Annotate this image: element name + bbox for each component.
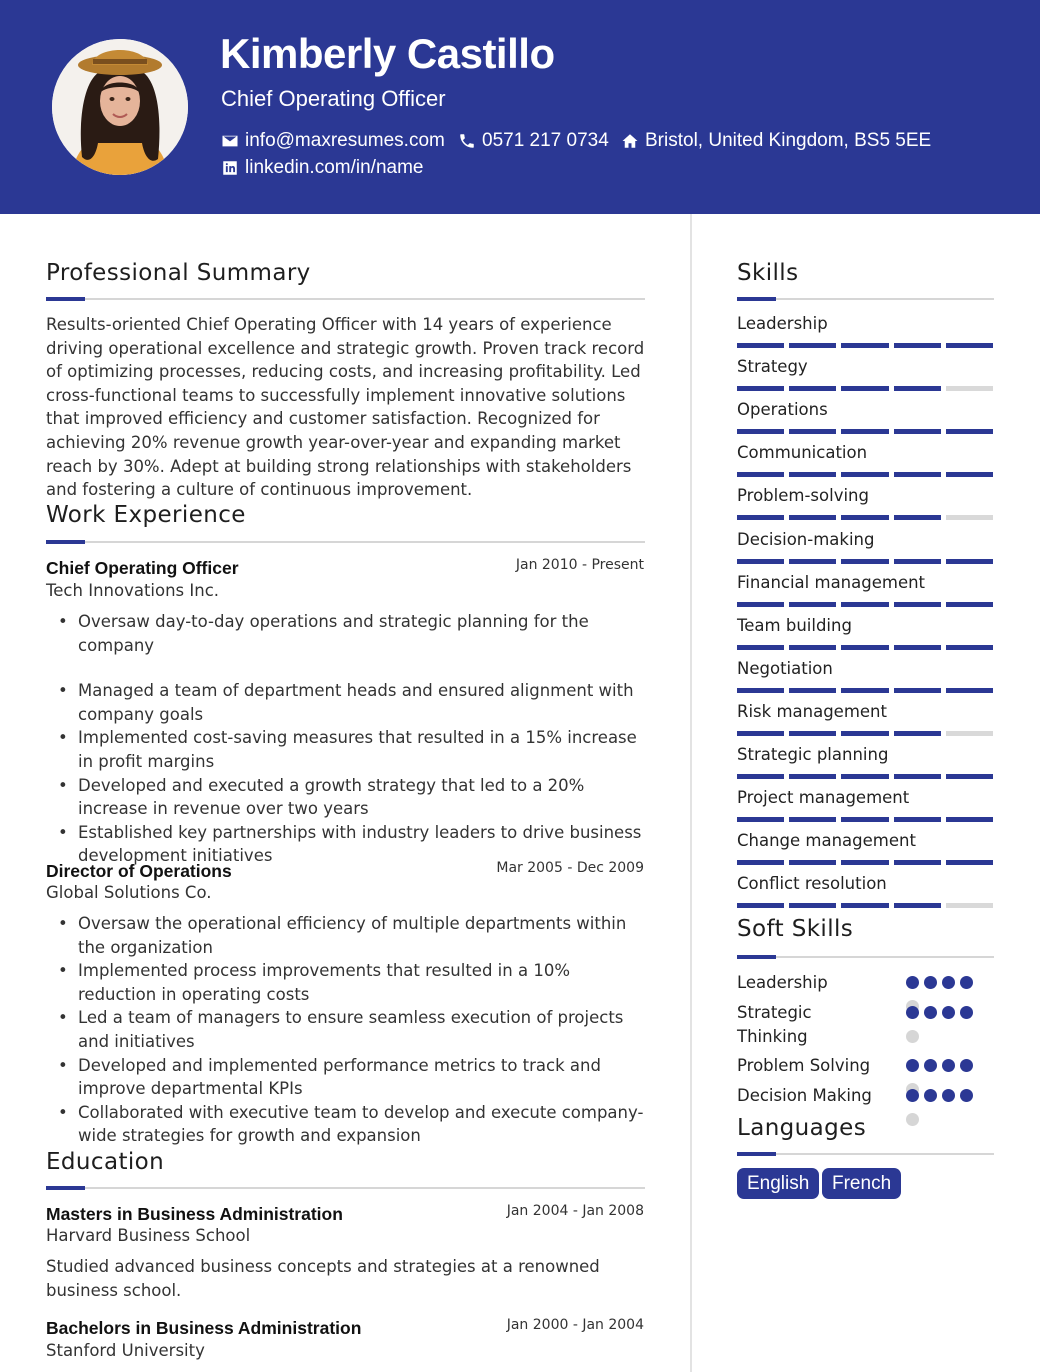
skill-label: Problem-solving (737, 486, 869, 505)
skill-segment-filled (894, 731, 941, 736)
language-badge: English (737, 1168, 819, 1199)
skills-heading: Skills (737, 260, 799, 286)
skill-segment-filled (789, 602, 836, 607)
rating-dot-filled (960, 1089, 973, 1102)
candidate-name: Kimberly Castillo (220, 30, 555, 77)
skill-label: Financial management (737, 573, 926, 592)
skill-segment-filled (841, 559, 888, 564)
rating-dot-filled (942, 976, 955, 989)
skills-rule-accent (737, 297, 776, 301)
job-role: Director of Operations (46, 861, 232, 881)
skill-segment-filled (789, 515, 836, 520)
skill-segment-filled (789, 731, 836, 736)
skill-segment-filled (946, 602, 993, 607)
skill-level-bar (737, 472, 993, 477)
skill-segment-filled (737, 343, 784, 348)
soft-skills-heading: Soft Skills (737, 916, 854, 942)
rating-dot-filled (906, 1059, 919, 1072)
rating-dot-filled (906, 1089, 919, 1102)
skill-segment-filled (841, 343, 888, 348)
skill-segment-filled (789, 343, 836, 348)
rating-dot-filled (906, 976, 919, 989)
phone-text[interactable]: 0571 217 0734 (482, 130, 609, 151)
job-bullet: • Developed and executed a growth strategy that led to a 20% increase in revenue over two years (46, 774, 646, 821)
skill-level-bar (737, 860, 993, 865)
skill-segment-filled (894, 343, 941, 348)
email-text[interactable]: info@maxresumes.com (245, 130, 445, 151)
soft-skills-rule-accent (737, 955, 776, 959)
skill-segment-filled (841, 688, 888, 693)
job-bullet: • Implemented cost-saving measures that resulted in a 15% increase in profit margins (46, 726, 646, 773)
skill-segment-filled (841, 860, 888, 865)
skill-segment-filled (789, 688, 836, 693)
skill-segment-filled (894, 774, 941, 779)
skill-label: Negotiation (737, 659, 833, 678)
skill-segment-filled (841, 472, 888, 477)
skill-segment-filled (737, 386, 784, 391)
job-bullet: • Oversaw day-to-day operations and strategic planning for the company (46, 610, 646, 657)
resume-header (0, 0, 1040, 214)
skill-segment-filled (789, 903, 836, 908)
skill-level-bar (737, 688, 993, 693)
skill-segment-filled (737, 817, 784, 822)
portrait-image (52, 39, 188, 175)
skill-segment-filled (946, 688, 993, 693)
skill-level-bar (737, 903, 993, 908)
skill-segment-filled (841, 645, 888, 650)
skill-segment-filled (946, 645, 993, 650)
skill-segment-filled (894, 645, 941, 650)
skill-segment-filled (841, 903, 888, 908)
experience-heading: Work Experience (46, 502, 246, 528)
rating-dot-filled (942, 1059, 955, 1072)
skill-segment-filled (841, 602, 888, 607)
skill-segment-filled (894, 515, 941, 520)
summary-rule-accent (46, 297, 85, 301)
experience-rule (46, 541, 645, 543)
skill-segment-filled (894, 903, 941, 908)
rating-dot-filled (924, 1059, 937, 1072)
skill-segment-filled (841, 386, 888, 391)
skill-label: Operations (737, 400, 828, 419)
job-bullet: • Developed and implemented performance metrics to track and improve departmental KPIs (46, 1054, 646, 1101)
skill-label: Project management (737, 788, 910, 807)
candidate-title: Chief Operating Officer (221, 86, 446, 111)
rating-dot-filled (942, 1006, 955, 1019)
skill-segment-filled (737, 774, 784, 779)
skill-segment-filled (946, 343, 993, 348)
rating-dot-filled (960, 1006, 973, 1019)
skill-level-bar (737, 602, 993, 607)
skill-segment-filled (841, 817, 888, 822)
skill-segment-filled (946, 559, 993, 564)
skill-segment-filled (894, 688, 941, 693)
linkedin-text[interactable]: linkedin.com/in/name (245, 157, 424, 178)
skill-segment-filled (946, 860, 993, 865)
school-name: Harvard Business School (46, 1226, 251, 1245)
rating-dot-filled (960, 976, 973, 989)
languages-rule-accent (737, 1152, 776, 1156)
rating-dot-filled (960, 1059, 973, 1072)
skill-segment-filled (894, 429, 941, 434)
job-role: Chief Operating Officer (46, 558, 239, 578)
rating-dot-filled (924, 976, 937, 989)
skill-segment-filled (894, 860, 941, 865)
skill-segment-filled (946, 429, 993, 434)
languages-heading: Languages (737, 1115, 867, 1141)
skill-segment-filled (737, 559, 784, 564)
skill-segment-filled (946, 472, 993, 477)
skill-label: Leadership (737, 314, 828, 333)
skill-segment-filled (737, 602, 784, 607)
skill-segment-filled (894, 472, 941, 477)
skill-label: Strategic planning (737, 745, 889, 764)
skill-label: Team building (737, 616, 852, 635)
language-badge: French (822, 1168, 901, 1199)
skill-segment-filled (737, 515, 784, 520)
school-name: Stanford University (46, 1341, 205, 1360)
degree-title: Masters in Business Administration (46, 1204, 343, 1224)
rating-dot-empty (906, 1030, 919, 1043)
home-icon (621, 132, 639, 150)
location-text: Bristol, United Kingdom, BS5 5EE (645, 130, 932, 151)
job-dates: Mar 2005 - Dec 2009 (496, 860, 644, 876)
skill-segment-filled (737, 645, 784, 650)
summary-heading: Professional Summary (46, 260, 311, 286)
skill-segment-filled (894, 817, 941, 822)
skill-level-bar (737, 429, 993, 434)
job-bullet: • Established key partnerships with industry leaders to drive business development initiatives (46, 821, 646, 868)
skill-segment-filled (894, 559, 941, 564)
skill-segment-filled (789, 429, 836, 434)
skill-segment-filled (841, 731, 888, 736)
job-bullets (46, 610, 646, 868)
skill-segment-filled (737, 472, 784, 477)
skill-segment-filled (894, 386, 941, 391)
skill-segment-filled (737, 731, 784, 736)
skill-level-bar (737, 645, 993, 650)
skill-segment-filled (789, 860, 836, 865)
job-bullet: • Led a team of managers to ensure seamless execution of projects and initiatives (46, 1006, 646, 1053)
skill-segment-filled (737, 903, 784, 908)
job-bullet: • Implemented process improvements that resulted in a 10% reduction in operating costs (46, 959, 646, 1006)
education-rule-accent (46, 1186, 85, 1190)
education-heading: Education (46, 1149, 165, 1175)
skill-segment-filled (789, 559, 836, 564)
skill-segment-filled (894, 602, 941, 607)
skill-segment-filled (946, 774, 993, 779)
skill-label: Change management (737, 831, 916, 850)
skill-segment-filled (737, 860, 784, 865)
soft-skill-label: Strategic Thinking (737, 1003, 812, 1046)
degree-dates: Jan 2004 - Jan 2008 (506, 1203, 644, 1219)
skill-label: Conflict resolution (737, 874, 887, 893)
rating-dot-filled (924, 1089, 937, 1102)
skill-segment-filled (789, 817, 836, 822)
skill-level-bar (737, 343, 993, 348)
degree-dates: Jan 2000 - Jan 2004 (506, 1317, 644, 1333)
rating-dot-empty (906, 1113, 919, 1126)
job-company: Global Solutions Co. (46, 883, 212, 902)
skill-segment-filled (789, 645, 836, 650)
skill-segment-filled (789, 774, 836, 779)
skill-segment-filled (946, 817, 993, 822)
skill-label: Communication (737, 443, 868, 462)
email-contact[interactable] (221, 130, 445, 152)
skill-segment-empty (946, 515, 993, 520)
degree-description: Studied advanced business concepts and strategies at a renowned business school. (46, 1257, 600, 1300)
skill-label: Strategy (737, 357, 808, 376)
job-dates: Jan 2010 - Present (515, 557, 644, 573)
phone-icon (458, 132, 476, 150)
skill-segment-empty (946, 386, 993, 391)
column-divider (690, 214, 692, 1372)
skill-segment-filled (737, 688, 784, 693)
skill-segment-filled (841, 515, 888, 520)
skill-level-bar (737, 731, 993, 736)
soft-skill-label: Leadership (737, 973, 828, 992)
skill-label: Risk management (737, 702, 887, 721)
skill-level-bar (737, 774, 993, 779)
skill-segment-empty (946, 903, 993, 908)
job-bullets (46, 912, 646, 1148)
rating-dot-filled (906, 1006, 919, 1019)
skill-segment-filled (841, 429, 888, 434)
skill-segment-filled (841, 774, 888, 779)
degree-title: Bachelors in Business Administration (46, 1318, 362, 1338)
rating-dot-filled (942, 1089, 955, 1102)
job-bullet: • Oversaw the operational efficiency of multiple departments within the organization (46, 912, 646, 959)
job-bullet: • Collaborated with executive team to develop and execute company-wide strategies for growth and expansion (46, 1101, 646, 1148)
profile-photo (52, 39, 188, 175)
phone-contact[interactable] (458, 130, 609, 152)
experience-rule-accent (46, 540, 85, 544)
job-company: Tech Innovations Inc. (46, 581, 220, 600)
soft-skill-label: Decision Making (737, 1086, 872, 1105)
rating-dot-filled (924, 1006, 937, 1019)
summary-text: Results-oriented Chief Operating Officer with 14 years of experience driving operational excellence and strategic growth. Proven track record of optimizing processes, reducing costs, and increasing profitability. Led cross-functional teams to successfully implement innovative solutions that improved efficiency and customer satisfaction. Recognized for achieving 20% revenue growth year-over-year and expanding market reach by 30%. Adept at building strong relationships with stakeholders and fostering a culture of continuous improvement. (46, 315, 645, 500)
envelope-icon (221, 132, 239, 150)
job-bullet: • Managed a team of department heads and ensured alignment with company goals (46, 679, 646, 726)
skill-level-bar (737, 559, 993, 564)
summary-rule (46, 298, 645, 300)
skill-level-bar (737, 515, 993, 520)
skill-label: Decision-making (737, 530, 875, 549)
soft-skill-label: Problem Solving (737, 1056, 871, 1075)
skill-level-bar (737, 386, 993, 391)
linkedin-icon (221, 159, 239, 177)
linkedin-contact[interactable] (221, 157, 423, 179)
education-rule (46, 1187, 645, 1189)
skill-level-bar (737, 817, 993, 822)
skill-segment-filled (789, 472, 836, 477)
skill-segment-empty (946, 731, 993, 736)
skill-segment-filled (789, 386, 836, 391)
skill-segment-filled (737, 429, 784, 434)
location-contact (621, 130, 931, 152)
